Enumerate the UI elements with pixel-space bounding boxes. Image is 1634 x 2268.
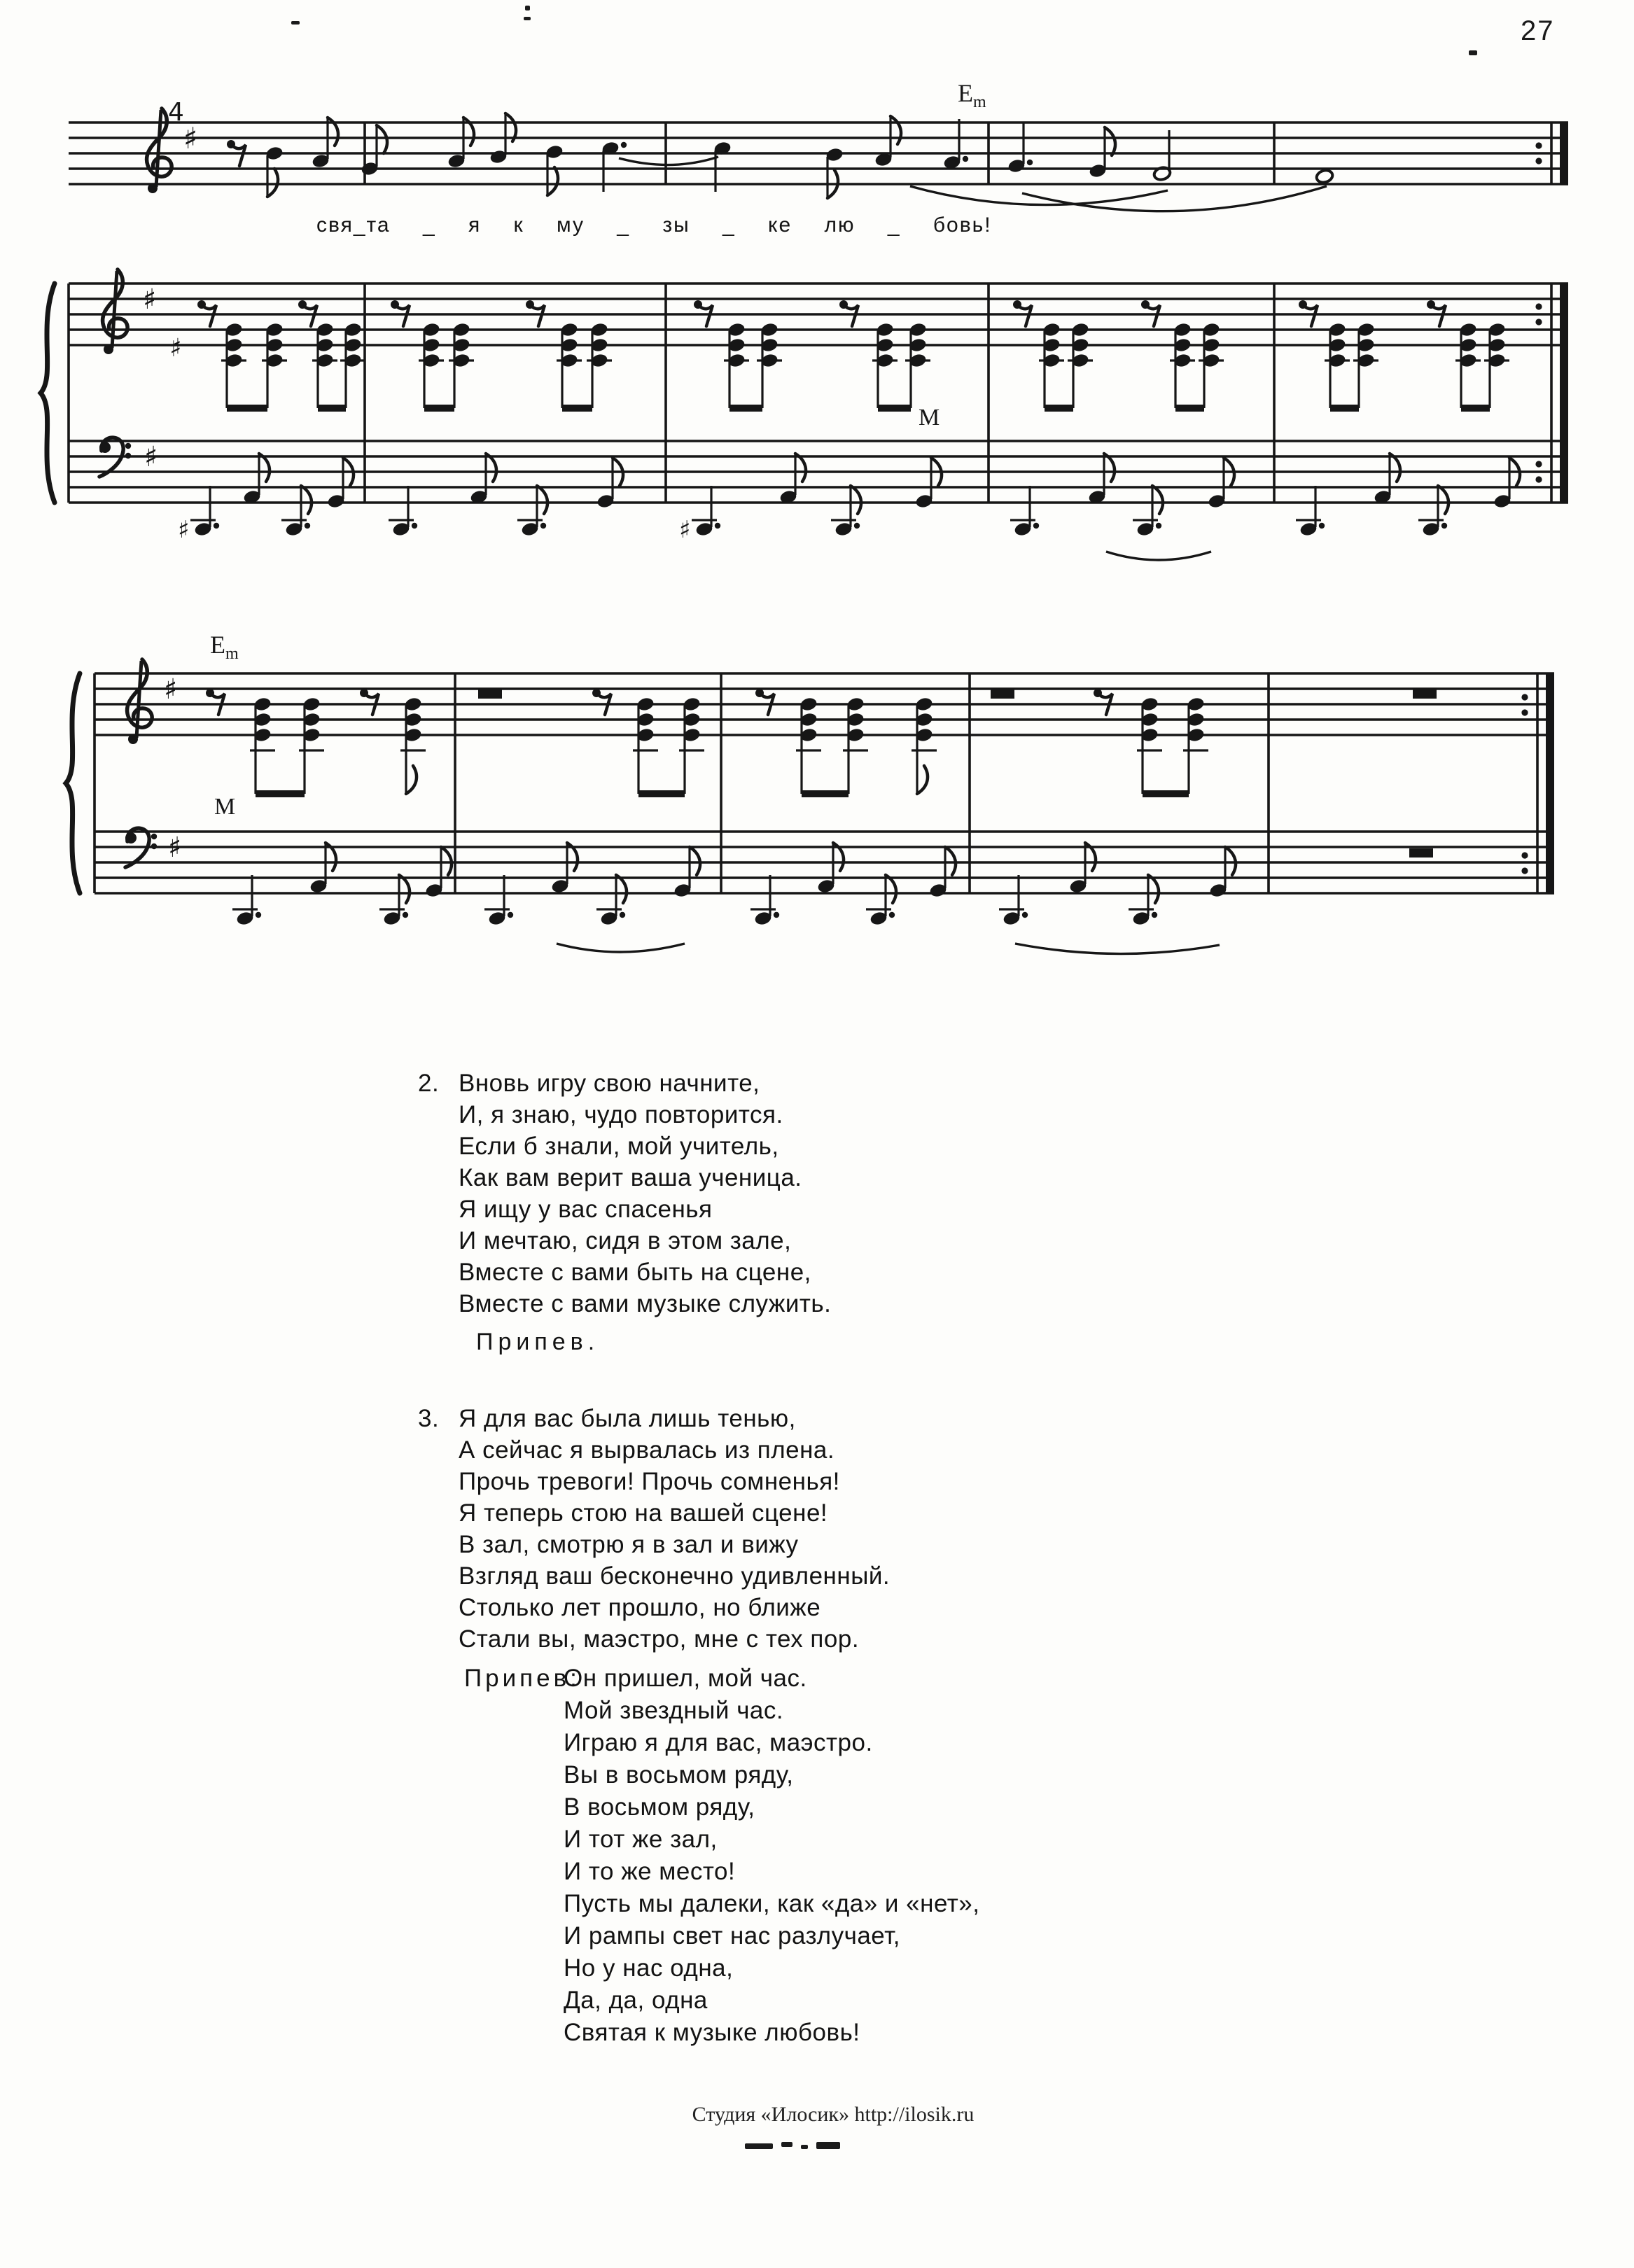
svg-text:♯: ♯ bbox=[164, 673, 178, 706]
refrain-line: Вы в восьмом ряду, bbox=[564, 1761, 794, 1788]
svg-text:♯: ♯ bbox=[144, 441, 158, 473]
refrain-line: И то же место! bbox=[564, 1858, 736, 1885]
svg-text:♯: ♯ bbox=[178, 516, 190, 544]
chord-root: E bbox=[958, 79, 973, 107]
verse-2 bbox=[418, 1068, 832, 1320]
chord-label-system1 bbox=[958, 78, 986, 112]
verse-line: В зал, смотрю я в зал и вижу bbox=[459, 1531, 799, 1558]
verse-line: Столько лет прошло, но ближе bbox=[459, 1594, 821, 1621]
verse-line: 2. Вновь игру свою начните, bbox=[459, 1068, 831, 1099]
print-artifact bbox=[801, 2145, 808, 2149]
print-artifact bbox=[291, 21, 300, 24]
refrain-line: В восьмом ряду, bbox=[564, 1793, 755, 1821]
verse-line: Вместе с вами музыке служить. bbox=[459, 1290, 832, 1317]
refrain bbox=[464, 1662, 980, 2049]
refrain-line: И рампы свет нас разлучает, bbox=[564, 1922, 900, 1949]
refrain-label: Припев: bbox=[464, 1665, 580, 1692]
refrain-line: Святая к музыке любовь! bbox=[564, 2019, 860, 2046]
refrain-line: Играю я для вас, маэстро. bbox=[564, 1729, 873, 1756]
print-artifact bbox=[524, 17, 531, 20]
print-artifact bbox=[781, 2142, 792, 2147]
verse-line: А сейчас я вырвалась из плена. bbox=[459, 1436, 835, 1464]
print-artifact bbox=[1469, 50, 1477, 55]
refrain-line: И тот же зал, bbox=[564, 1826, 718, 1853]
verse-line: Вместе с вами быть на сцене, bbox=[459, 1259, 811, 1286]
refrain-line: Да, да, одна bbox=[564, 1987, 708, 2014]
svg-text:♯: ♯ bbox=[679, 516, 691, 544]
print-artifact bbox=[816, 2142, 840, 2149]
print-artifact bbox=[525, 6, 530, 10]
svg-text:♯: ♯ bbox=[169, 334, 182, 363]
svg-text:♯: ♯ bbox=[183, 121, 198, 155]
verse-line: Взгляд ваш бесконечно удивленный. bbox=[459, 1562, 891, 1590]
verse-number: 3. bbox=[418, 1405, 440, 1432]
verse-line: Я ищу у вас спасенья bbox=[459, 1196, 713, 1223]
section-mark-system2: M bbox=[214, 794, 236, 820]
svg-text:4: 4 bbox=[168, 98, 184, 127]
chord-root: E bbox=[210, 631, 225, 659]
chord-quality: m bbox=[973, 93, 986, 112]
chord-label-system2 bbox=[210, 630, 239, 664]
verse-3 bbox=[418, 1403, 891, 1655]
footer-credit: Студия «Илосик» http://ilosik.ru bbox=[692, 2103, 975, 2126]
print-artifact bbox=[745, 2143, 773, 2149]
verse-line: Прочь тревоги! Прочь сомненья! bbox=[459, 1468, 840, 1495]
svg-text:♯: ♯ bbox=[168, 832, 182, 864]
refrain-line: Он пришел, мой час. bbox=[564, 1665, 807, 1692]
section-mark-system1: M bbox=[919, 405, 940, 430]
verse-line: Если б знали, мой учитель, bbox=[459, 1133, 779, 1160]
refrain-cue: Припев. bbox=[476, 1329, 600, 1355]
verse-line: И мечтаю, сидя в этом зале, bbox=[459, 1227, 792, 1254]
lyrics-line: свя_та _ я к му _ зы _ ке лю _ бовь! bbox=[316, 214, 992, 237]
verse-line: Я теперь стою на вашей сцене! bbox=[459, 1499, 828, 1527]
verse-line: Как вам верит ваша ученица. bbox=[459, 1164, 802, 1191]
verse-line: 3. Я для вас была лишь тенью, bbox=[459, 1403, 890, 1434]
verse-line: Стали вы, маэстро, мне с тех пор. bbox=[459, 1625, 860, 1653]
page-number: 27 bbox=[1521, 15, 1555, 46]
refrain-line: Мой звездный час. bbox=[564, 1697, 784, 1724]
verse-number: 2. bbox=[418, 1070, 440, 1097]
verse-line: И, я знаю, чудо повторится. bbox=[459, 1101, 783, 1128]
refrain-line: Пусть мы далеки, как «да» и «нет», bbox=[564, 1890, 980, 1917]
chord-quality: m bbox=[225, 645, 239, 664]
refrain-line: Но у нас одна, bbox=[564, 1954, 734, 1982]
svg-text:♯: ♯ bbox=[143, 284, 157, 316]
